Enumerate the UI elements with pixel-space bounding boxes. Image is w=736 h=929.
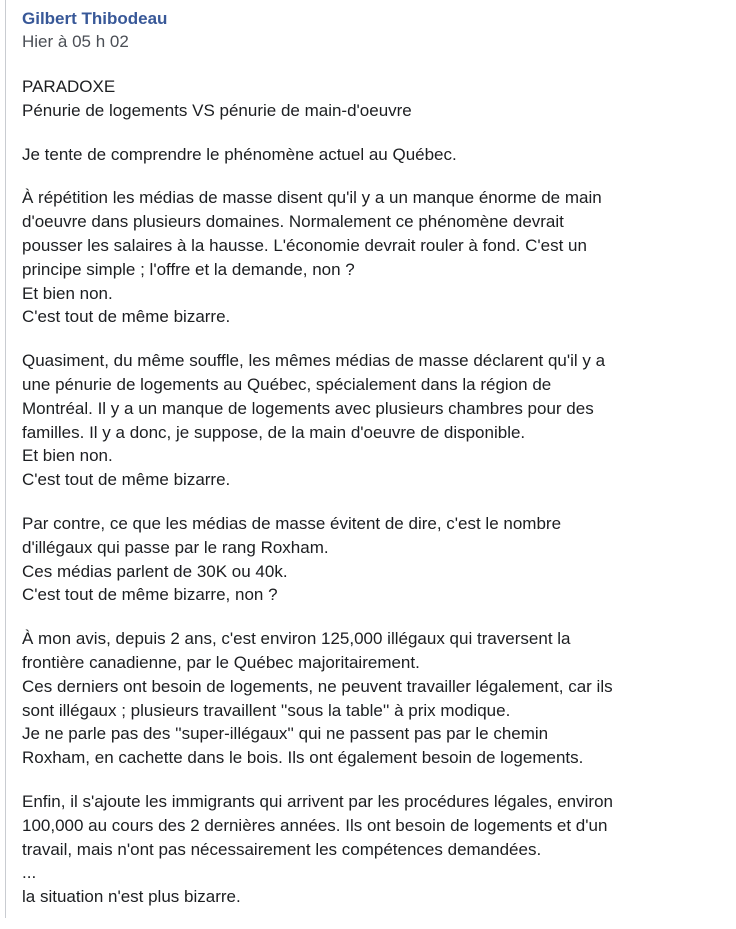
post-text-line: Ces derniers ont besoin de logements, ne peuvent travailler légalement, car ils [22,676,613,696]
post-text-line: la situation n'est plus bizarre. [22,887,241,907]
post-paragraph [22,627,722,770]
post-text-line: d'oeuvre dans plusieurs domaines. Normalement ce phénomène devrait [22,212,564,232]
post-text-line: Montréal. Il y a un manque de logements avec plusieurs chambres pour des [22,398,594,418]
post-text-line: C'est tout de même bizarre, non ? [22,585,278,605]
post-text-line: Pénurie de logements VS pénurie de main-d'oeuvre [22,100,412,120]
post-text-line: 100,000 au cours des 2 dernières années. Ils ont besoin de logements et d'un [22,815,608,835]
post-paragraph [22,143,722,167]
post-paragraph [22,512,722,607]
post-text-line: À mon avis, depuis 2 ans, c'est environ 125,000 illégaux qui traversent la [22,629,571,649]
post-text-line: C'est tout de même bizarre. [22,307,231,327]
post-text-line: familles. Il y a donc, je suppose, de la main d'oeuvre de disponible. [22,422,526,442]
post-text-line: travail, mais n'ont pas nécessairement les compétences demandées. [22,839,542,859]
post-text-line: Enfin, il s'ajoute les immigrants qui arrivent par les procédures légales, environ [22,791,613,811]
post-text-line: Quasiment, du même souffle, les mêmes médias de masse déclarent qu'il y a [22,351,606,371]
post-text-line: une pénurie de logements au Québec, spécialement dans la région de [22,374,552,394]
post-paragraph [22,75,722,123]
post-text-line: sont illégaux ; plusieurs travaillent ''sous la table'' à prix modique. [22,700,511,720]
post-text-line: frontière canadienne, par le Québec majoritairement. [22,652,420,672]
post-paragraph [22,186,722,329]
post-text-line: pousser les salaires à la hausse. L'économie devrait rouler à fond. C'est un [22,235,587,255]
post-text-line: Je tente de comprendre le phénomène actuel au Québec. [22,144,457,164]
post-timestamp-link[interactable]: Hier à 05 h 02 [22,32,129,51]
post-text-line: Par contre, ce que les médias de masse évitent de dire, c'est le nombre [22,513,562,533]
post-body [22,75,722,909]
post-text-line: Et bien non. [22,283,113,303]
facebook-post [22,8,722,929]
post-text-line: Je ne parle pas des ''super-illégaux'' qui ne passent pas par le chemin [22,724,549,744]
post-text-line: À répétition les médias de masse disent qu'il y a un manque énorme de main [22,188,602,208]
post-text-line: Roxham, en cachette dans le bois. Ils ont également besoin de logements. [22,748,584,768]
post-paragraph [22,790,722,909]
thread-divider [5,0,6,918]
post-text-line: d'illégaux qui passe par le rang Roxham. [22,537,329,557]
post-text-line: ... [22,863,37,883]
post-paragraph [22,349,722,492]
post-author-link[interactable]: Gilbert Thibodeau [22,9,168,28]
post-text-line: principe simple ; l'offre et la demande, non ? [22,259,355,279]
post-text-line: PARADOXE [22,77,116,96]
post-text-line: Ces médias parlent de 30K ou 40k. [22,561,288,581]
post-text-line: Et bien non. [22,446,113,466]
post-text-line: C'est tout de même bizarre. [22,470,231,490]
